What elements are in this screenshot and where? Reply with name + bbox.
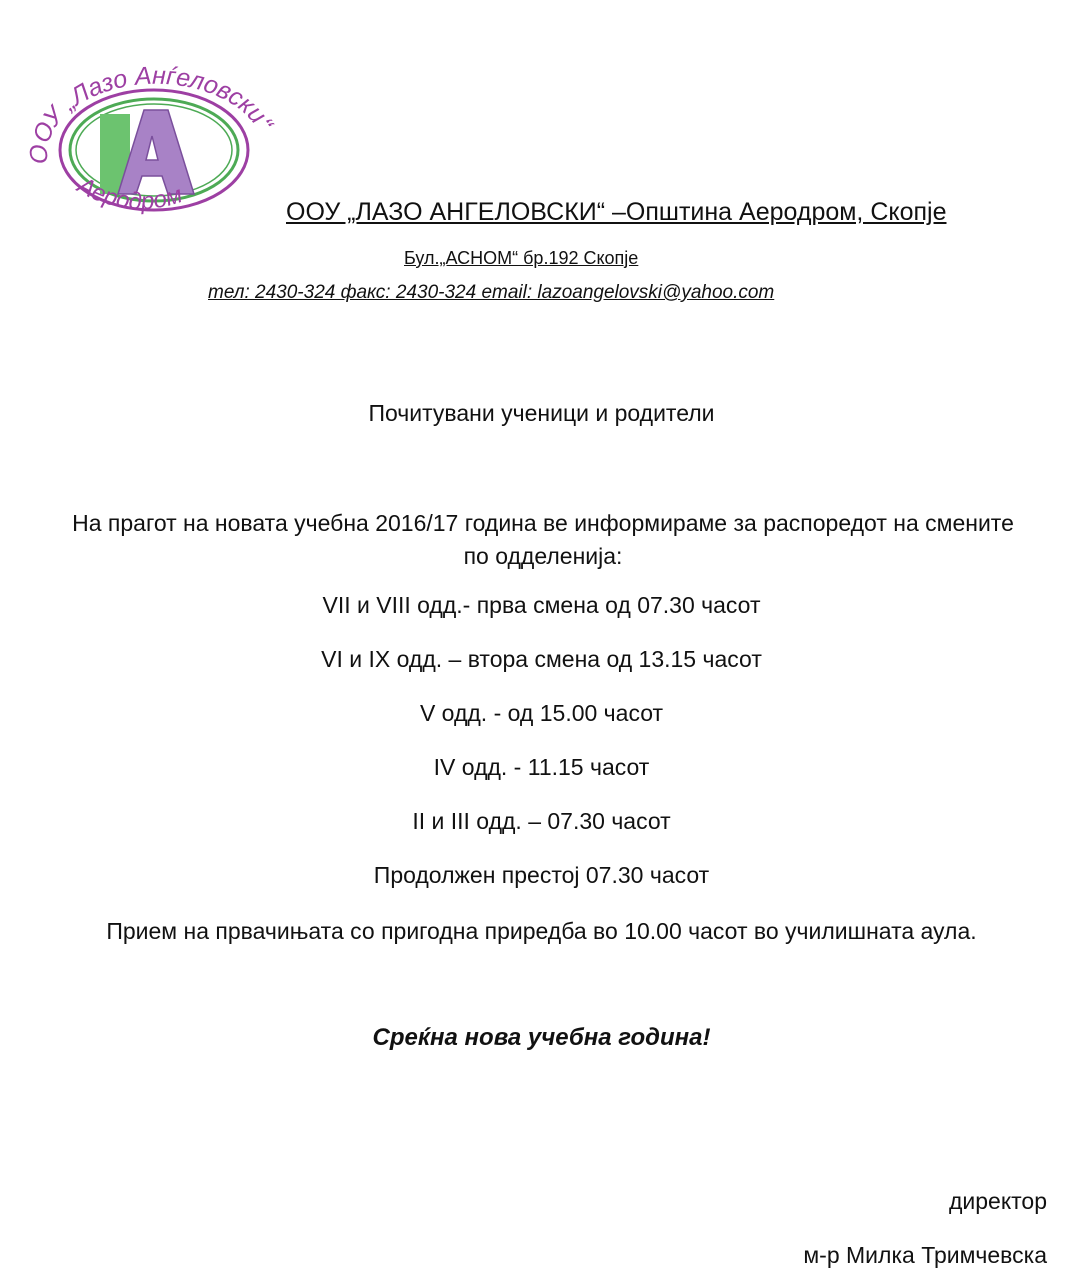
- school-logo: [18, 52, 286, 224]
- school-contact: тел: 2430-324 факс: 2430-324 email: lazoangelovski@yahoo.com: [208, 282, 775, 303]
- schedule-line-6: Продолжен престој 07.30 часот: [373, 862, 710, 888]
- greeting: Почитувани ученици и родители: [368, 400, 715, 426]
- school-title: ООУ „ЛАЗО АНГЕЛОВСКИ“ –Општина Аеродром, Скопје: [286, 198, 947, 226]
- logo-place-name: Аеродром: [73, 171, 186, 216]
- schedule-line-1: VII и VIII одд.- прва смена од 07.30 часот: [322, 592, 761, 618]
- intro-paragraph: На прагот на новата учебна 2016/17 година ве информираме за распоредот на смените по одделенија:: [72, 510, 1014, 569]
- schedule-line-2: VI и IX одд. – втора смена од 13.15 часот: [321, 646, 762, 672]
- closing-wish: Среќна нова учебна година!: [372, 1024, 711, 1051]
- schedule-line-3: V одд. - од 15.00 часот: [419, 700, 664, 726]
- signature-name: м-р Милка Тримчевска: [803, 1242, 1047, 1268]
- logo-school-name: ООУ „Лазо Анѓеловски“: [25, 61, 279, 165]
- reception-note: Прием на првачињата со пригодна приредба во 10.00 часот во училишната аула.: [106, 918, 977, 944]
- school-address: Бул.„АСНОМ“ бр.192 Скопје: [404, 248, 639, 268]
- logo-monogram: [100, 110, 194, 194]
- signature-role: директор: [948, 1188, 1047, 1214]
- schedule-line-5: II и III одд. – 07.30 часот: [412, 808, 671, 834]
- schedule-line-4: IV одд. - 11.15 часот: [433, 754, 650, 780]
